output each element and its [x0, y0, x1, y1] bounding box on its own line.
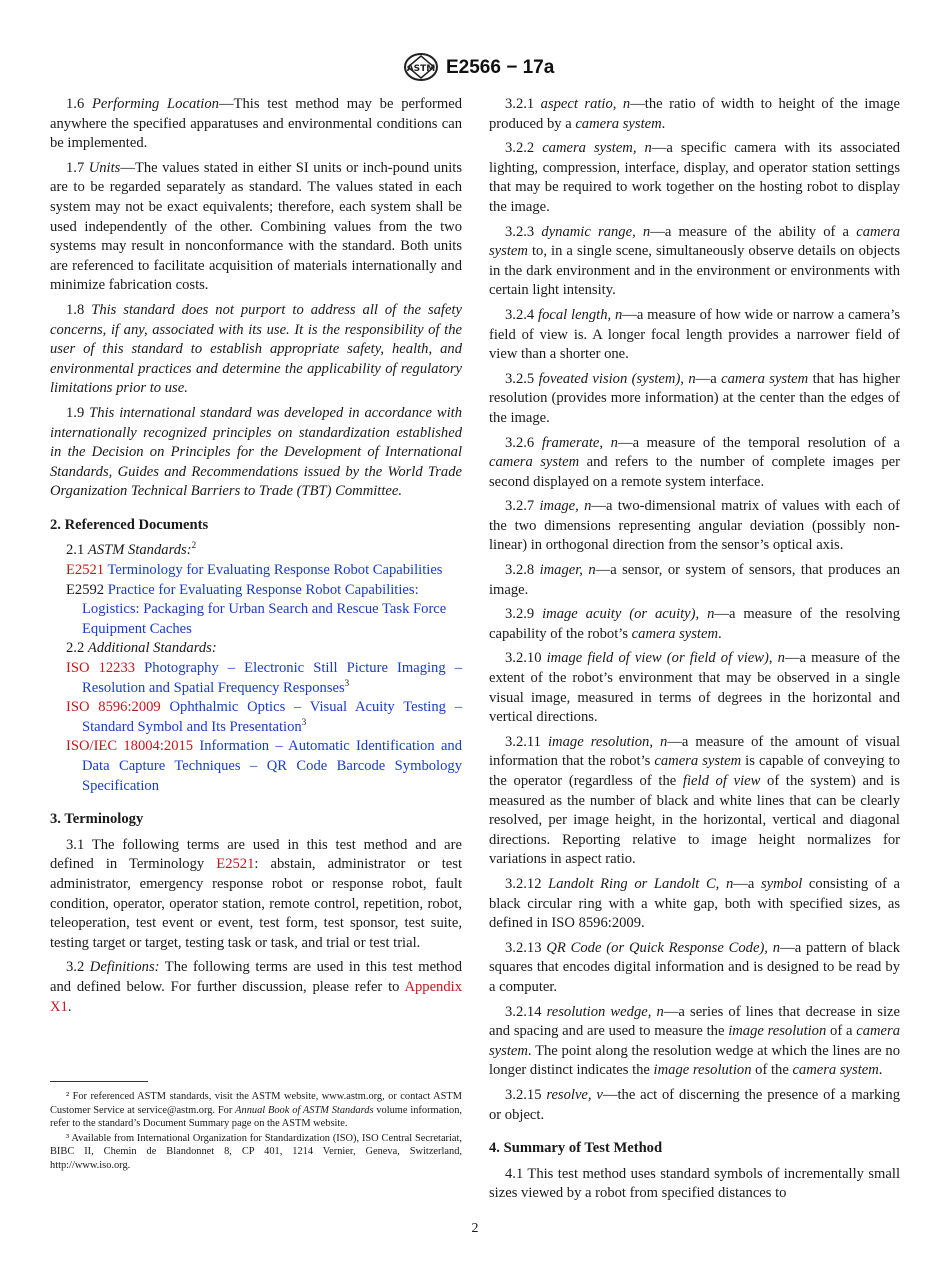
definition-3-2-3: 3.2.3 dynamic range, n—a measure of the ability of a camera system to, in a single scene, simultaneously observe details on objects in the dark environment and in the environment or environments with certain light intensity. — [489, 223, 901, 299]
definition-3-2-11: 3.2.11 image resolution, n—a measure of the amount of visual information that the robot’s camera system is capable of conveying to the operator (regardless of the field of view of the system) and is measured as the number of black and white lines that can be clearly resolved, per image height, in the horizontal, vertical and diagonal directions. Reporting relative to image height normalizes for variations in aspect ratio. — [489, 733, 900, 868]
ref-iso18004[interactable]: ISO/IEC 18004:2015 Information – Automatic Identification and Data Capture Techniques – QR Code Barcode Symbology Specification — [66, 738, 463, 794]
svg-text:ASTM: ASTM — [406, 64, 436, 74]
section-2-2: 2.2 Additional Standards: — [66, 640, 217, 657]
definition-3-2-1: 3.2.1 aspect ratio, n—the ratio of width to height of the image produced by a camera system. — [489, 96, 900, 132]
section-2-1: 2.1 ASTM Standards:$^2$ — [66, 540, 197, 559]
section-1-7: 1.7 Units—The values stated in either SI units or inch-pound units are to be regarded separately as standard. The values stated in each system may not be exact equivalents; therefore, each system shall be used independently of the other. Combining values from the two systems may result in nonconformance with the standard. Both units are referenced to facilitate acquisition of materials internationally and minimize fabrication costs. — [50, 159, 462, 294]
definition-3-2-4: 3.2.4 focal length, n—a measure of how wide or narrow a camera’s field of view is. A longer focal length provides a narrower field of view than a shorter one. — [489, 306, 900, 363]
section-2-heading: 2. Referenced Documents — [50, 516, 209, 533]
definition-3-2-15: 3.2.15 resolve, v—the act of discerning the presence of a marking or object. — [489, 1086, 900, 1123]
section-1-8: 1.8 This standard does not purport to address all of the safety concerns, if any, associated with its use. It is the responsibility of the user of this standard to establish appropriate safety, health, and environmental practices and determine the applicability of regulatory limitations prior to use. — [50, 301, 462, 397]
section-3-1: 3.1 The following terms are used in this test method and are defined in Terminology E2521: abstain, administrator or test administrator, emergency response robot or response robot, fault condition, operator, operator station, remote control, repetition, robot, teleoperation, test event or event, test form, test sponsor, test suite, testing target or target, testing task or task, and trial or test trial. — [50, 836, 462, 951]
section-1-9: 1.9 This international standard was developed in accordance with internationally recognized principles on standardization established in the Decision on Principles for the Development of International Standards, Guides and Recommendations issued by the World Trade Organization Technical Barriers to Trade (TBT) Committee. — [50, 404, 463, 500]
definition-3-2-8: 3.2.8 imager, n—a sensor, or system of sensors, that produces an image. — [489, 562, 900, 598]
section-3-2: 3.2 Definitions: The following terms are used in this test method and defined below. For further discussion, please refer to Appendix X1. — [50, 959, 462, 1015]
right-column — [489, 95, 900, 1209]
ref-e2592-link[interactable]: Practice for Evaluating Response Robot Capabilities: Logistics: Packaging for Urban Search and Rescue Task Force Equipment Caches — [82, 581, 447, 637]
ref-e2592[interactable]: E2592 Practice for Evaluating Response Robot Capabilities: Logistics: Packaging for Urban Search and Rescue Task Force Equipment Caches — [66, 581, 447, 637]
ref-e2521-link[interactable]: E2521 — [66, 562, 105, 579]
definition-3-2-7: 3.2.7 image, n—a two-dimensional matrix of values with each of the two dimensions representing angular deviation (possibly non-linear) in orthogonal direction from the sensor’s optical axis. — [489, 498, 900, 554]
section-1-6: 1.6 Performing Location—This test method may be performed anywhere the specified apparatuses and environmental conditions can be implemented. — [50, 96, 462, 152]
definition-3-2-13: 3.2.13 QR Code (or Quick Response Code), n—a pattern of black squares that encodes digital information and is designed to be read by a computer. — [489, 939, 901, 995]
definition-3-2-6: 3.2.6 framerate, n—a measure of the temporal resolution of a camera system and refers to the number of complete images per second displayed on a remote system interface. — [489, 434, 900, 490]
page-number: 2 — [471, 1221, 479, 1236]
section-3-heading: 3. Terminology — [50, 811, 144, 828]
footnotes — [50, 1090, 462, 1174]
left-column — [50, 95, 462, 1022]
page-header — [0, 52, 950, 86]
astm-logo-icon — [403, 52, 439, 82]
definition-3-2-14: 3.2.14 resolution wedge, n—a series of lines that decrease in size and spacing and are used to measure the image resolution of a camera system. The point along the resolution wedge at which the lines are no longer distinct indicates the image resolution of the camera system. — [489, 1003, 900, 1079]
ref-iso8596[interactable]: ISO 8596:2009 Ophthalmic Optics – Visual Acuity Testing – Standard Symbol and Its Presentation$^3$ — [66, 699, 463, 735]
ref-e2521[interactable]: E2521 Terminology for Evaluating Response Robot Capabilities — [66, 562, 443, 579]
definition-3-2-2: 3.2.2 camera system, n—a specific camera with its associated lighting, compression, interface, display, and operator station settings that may be required to work together on the hosting robot to display the image. — [489, 140, 900, 215]
section-4-heading: 4. Summary of Test Method — [489, 1140, 663, 1157]
terminology-e2521-link[interactable]: E2521 — [216, 856, 255, 873]
document-id: E2566 − 17a — [446, 57, 555, 78]
ref-iso12233[interactable]: ISO 12233 Photography – Electronic Still Picture Imaging – Resolution and Spatial Frequency Responses$^3$ — [66, 660, 463, 696]
definition-3-2-9: 3.2.9 image acuity (or acuity), n—a measure of the resolving capability of the robot’s camera system. — [489, 606, 901, 642]
footnote-2: ² For referenced ASTM standards, visit the ASTM website, www.astm.org, or contact ASTM Customer Service at service@astm.org. For Annual Book of ASTM Standards volume information, refer to the standard’s Document Summary page on the ASTM website. — [50, 1091, 462, 1130]
footnote-3: ³ Available from International Organization for Standardization (ISO), ISO Central Secretariat, BIBC II, Chemin de Blandonnet 8, CP 401, 1214 Vernier, Geneva, Switzerland, http://www.iso.org. — [50, 1132, 462, 1171]
definition-3-2-12: 3.2.12 Landolt Ring or Landolt C, n—a symbol consisting of a black circular ring with a white gap, both with specified sizes, as defined in ISO 8596:2009. — [489, 875, 900, 932]
definition-3-2-10: 3.2.10 image field of view (or field of view), n—a measure of the extent of the robot’s environment that may be observed in a single visual image, measured in terms of degrees in the horizontal and vertical directions. — [489, 650, 900, 726]
footnote-divider — [50, 1081, 148, 1082]
section-4-1: 4.1 This test method uses standard symbols of incrementally small sizes viewed by a robot from specified distances to — [489, 1165, 900, 1202]
appendix-x1-link[interactable]: Appendix X1 — [50, 978, 462, 1015]
definition-3-2-5: 3.2.5 foveated vision (system), n—a camera system that has higher resolution (provides more information) at the center than the edges of the image. — [489, 370, 900, 426]
